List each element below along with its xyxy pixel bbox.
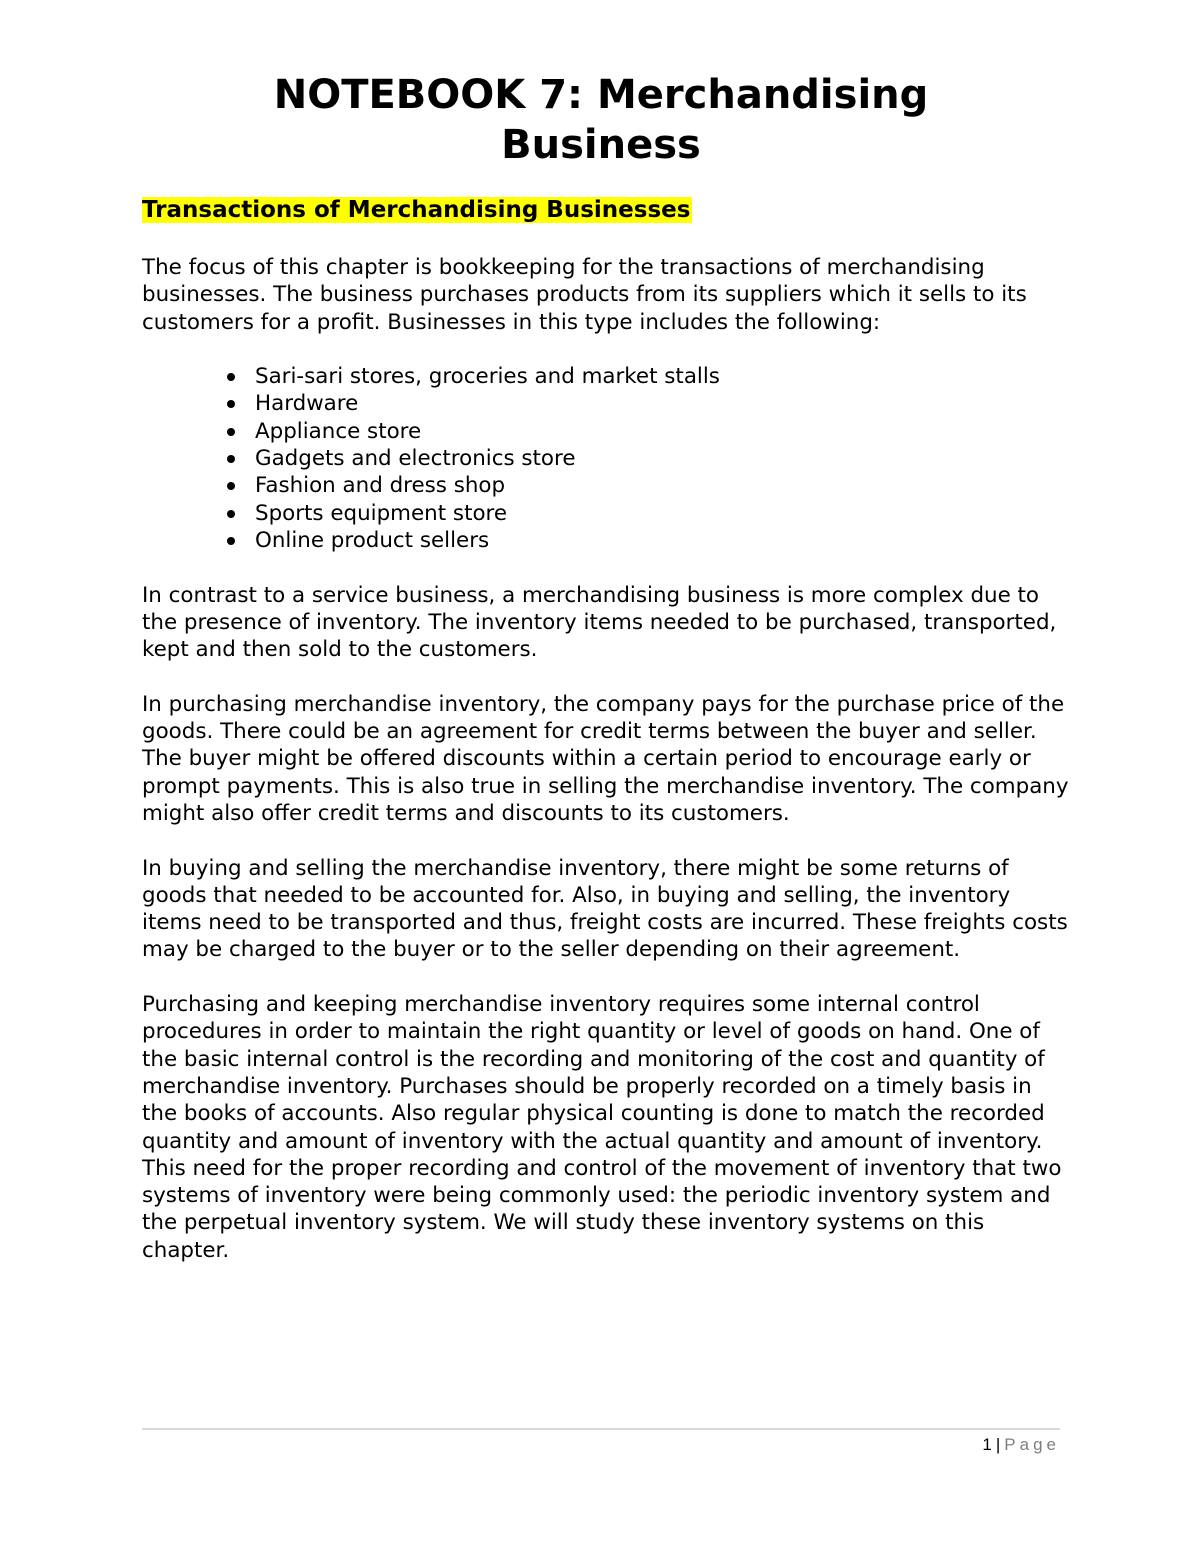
paragraph-inventory-complexity: In contrast to a service business, a merchandising business is more complex due to the presence of inventory. The inventory items needed to be purchased, transported, kept and then sold to the customers. xyxy=(142,582,1057,663)
footer-separator: | xyxy=(995,1435,1001,1454)
list-item: Online product sellers xyxy=(255,527,1072,554)
title-line-2: Business xyxy=(501,122,701,168)
document-title xyxy=(142,70,1060,170)
paragraph-returns-freight: In buying and selling the merchandise inventory, there might be some returns of goods that needed to be accounted for. Also, in buying and selling, the inventory items need to be transported and thus, freight costs are incurred. These freights costs may be charged to the buyer or to the seller depending on their agreement. xyxy=(142,855,1068,963)
paragraph-internal-control: Purchasing and keeping merchandise inventory requires some internal control procedures in order to maintain the right quantity or level of goods on hand. One of the basic internal control is the recording and monitoring of the cost and quantity of merchandise inventory. Purchases should be properly recorded on a timely basis in the books of accounts. Also regular physical counting is done to match the recorded quantity and amount of inventory with the actual quantity and amount of inventory. This need for the proper recording and control of the movement of inventory that two systems of inventory were being commonly used: the periodic inventory system and the perpetual inventory system. We will study these inventory systems on this chapter. xyxy=(142,992,1062,1263)
list-item: Gadgets and electronics store xyxy=(255,445,1072,472)
list-item: Appliance store xyxy=(255,418,1072,445)
title-line-1: NOTEBOOK 7: Merchandising xyxy=(273,72,929,118)
list-item: Sports equipment store xyxy=(255,500,1072,527)
intro-paragraph: The focus of this chapter is bookkeeping for the transactions of merchandising businesses. The business purchases products from its suppliers which it sells to its customers for a profit. Businesses in this type includes the following: xyxy=(142,255,1027,335)
list-item: Sari-sari stores, groceries and market stalls xyxy=(255,363,1072,390)
list-item: Hardware xyxy=(255,390,1072,417)
section-heading xyxy=(142,194,692,227)
page-number: 1 xyxy=(982,1435,992,1454)
list-item: Fashion and dress shop xyxy=(255,472,1072,499)
highlighted-heading-text: Transactions of Merchandising Businesses xyxy=(142,197,691,223)
page-label: Page xyxy=(1004,1435,1060,1454)
business-types-list xyxy=(142,363,1072,554)
footer-divider xyxy=(142,1428,1060,1430)
paragraph-purchasing: In purchasing merchandise inventory, the company pays for the purchase price of the goods. There could be an agreement for credit terms between the buyer and seller. The buyer might be offered discounts within a certain period to encourage early or prompt payments. This is also true in selling the merchandise inventory. The company might also offer credit terms and discounts to its customers. xyxy=(142,691,1069,826)
document-body xyxy=(142,254,1072,1291)
page-footer xyxy=(142,1433,1060,1457)
